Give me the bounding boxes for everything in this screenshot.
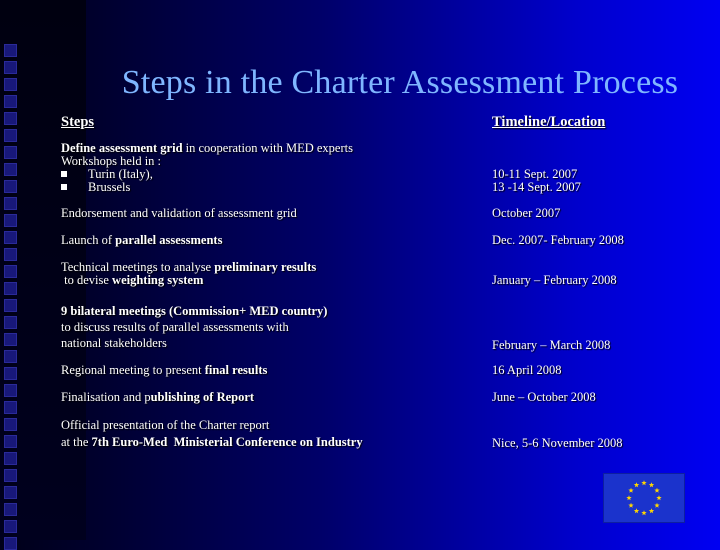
step-bold: preliminary results: [214, 260, 317, 274]
decorative-square: [4, 197, 17, 210]
star-icon: [634, 482, 639, 487]
step-text: Workshops held in :: [61, 154, 162, 168]
decorative-square: [4, 469, 17, 482]
decorative-square: [4, 180, 17, 193]
decorative-square: [4, 486, 17, 499]
timeline-row-technical-meetings: January – February 2008: [492, 273, 617, 287]
step-bold: ublishing of Report: [150, 390, 255, 404]
eu-flag-icon: [603, 473, 685, 523]
star-icon: [634, 508, 639, 513]
decorative-square: [4, 112, 17, 125]
square-bullet-icon: [61, 171, 67, 177]
decorative-square: [4, 333, 17, 346]
timeline-header: Timeline/Location: [492, 114, 606, 130]
star-icon: [654, 503, 659, 508]
timeline-row-bilateral-meetings: February – March 2008: [492, 338, 611, 352]
timeline-row-launch: Dec. 2007- February 2008: [492, 233, 624, 247]
decorative-square: [4, 248, 17, 261]
decorative-square: [4, 231, 17, 244]
star-icon: [649, 482, 654, 487]
eu-flag-stars: [604, 474, 684, 522]
step-bold: 7th Euro-Med Ministerial Conference on Industry: [91, 435, 363, 449]
step-text: national stakeholders: [61, 336, 167, 350]
slide-title: Steps in the Charter Assessment Process: [121, 64, 679, 101]
step-row-launch: [61, 234, 481, 247]
decorative-square: [4, 401, 17, 414]
step-bold: parallel assessments: [115, 233, 223, 247]
decorative-square: [4, 350, 17, 363]
timeline-row-endorsement: October 2007: [492, 206, 561, 220]
decorative-square: [4, 316, 17, 329]
decorative-square: [4, 44, 17, 57]
steps-header: Steps: [61, 114, 95, 130]
star-icon: [654, 488, 659, 493]
step-text: Technical meetings to analyse: [61, 260, 215, 274]
step-text: in cooperation with MED experts: [182, 141, 353, 155]
bullet-item: [61, 181, 481, 194]
star-icon: [656, 495, 661, 500]
step-row-bilateral-meetings: [61, 305, 481, 350]
decorative-square: [4, 520, 17, 533]
decorative-square: [4, 384, 17, 397]
step-text: at the: [61, 435, 92, 449]
step-row-technical-meetings: [61, 261, 481, 287]
step-bold: 9 bilateral meetings (Commission+ MED country): [61, 304, 328, 318]
decorative-square: [4, 418, 17, 431]
step-text: Endorsement and validation of assessment grid: [61, 206, 297, 220]
step-row-regional-meeting: [61, 364, 481, 377]
step-bold: Define assessment grid: [61, 141, 183, 155]
decorative-square: [4, 61, 17, 74]
step-row-official-presentation: [61, 419, 481, 449]
decorative-square: [4, 265, 17, 278]
bullet-text: Turin (Italy),: [88, 167, 153, 181]
decorative-square: [4, 129, 17, 142]
decorative-square: [4, 435, 17, 448]
step-row-finalisation: [61, 391, 481, 404]
decorative-square: [4, 282, 17, 295]
square-bullet-icon: [61, 184, 67, 190]
step-text: Finalisation and p: [61, 390, 151, 404]
decorative-square: [4, 163, 17, 176]
timeline-row-regional-meeting: 16 April 2008: [492, 363, 562, 377]
star-icon: [628, 488, 633, 493]
decorative-square: [4, 537, 17, 550]
timeline-row-finalisation: June – October 2008: [492, 390, 596, 404]
decorative-square: [4, 214, 17, 227]
step-bold: final results: [204, 363, 268, 377]
timeline-row-define-grid: [492, 168, 702, 194]
decorative-square: [4, 146, 17, 159]
step-row-endorsement: [61, 207, 481, 220]
star-icon: [641, 510, 646, 515]
decorative-square: [4, 299, 17, 312]
step-bold: weighting system: [112, 273, 204, 287]
timeline-row-official-presentation: Nice, 5-6 November 2008: [492, 436, 623, 450]
star-icon: [641, 480, 646, 485]
decorative-square: [4, 95, 17, 108]
star-icon: [628, 503, 633, 508]
decorative-square: [4, 503, 17, 516]
star-icon: [649, 508, 654, 513]
step-text: Launch of: [61, 233, 116, 247]
star-icon: [626, 495, 631, 500]
decorative-square-column: [0, 0, 20, 540]
step-row-define-grid: [61, 142, 481, 194]
timeline-text: 13 -14 Sept. 2007: [492, 180, 581, 194]
timeline-text: 10-11 Sept. 2007: [492, 167, 578, 181]
step-text: Regional meeting to present: [61, 363, 205, 377]
step-text: to devise: [61, 273, 113, 287]
decorative-square: [4, 78, 17, 91]
bullet-text: Brussels: [88, 180, 131, 194]
decorative-square: [4, 452, 17, 465]
step-text: Official presentation of the Charter report: [61, 418, 270, 432]
step-text: to discuss results of parallel assessments with: [61, 320, 289, 334]
decorative-square: [4, 367, 17, 380]
